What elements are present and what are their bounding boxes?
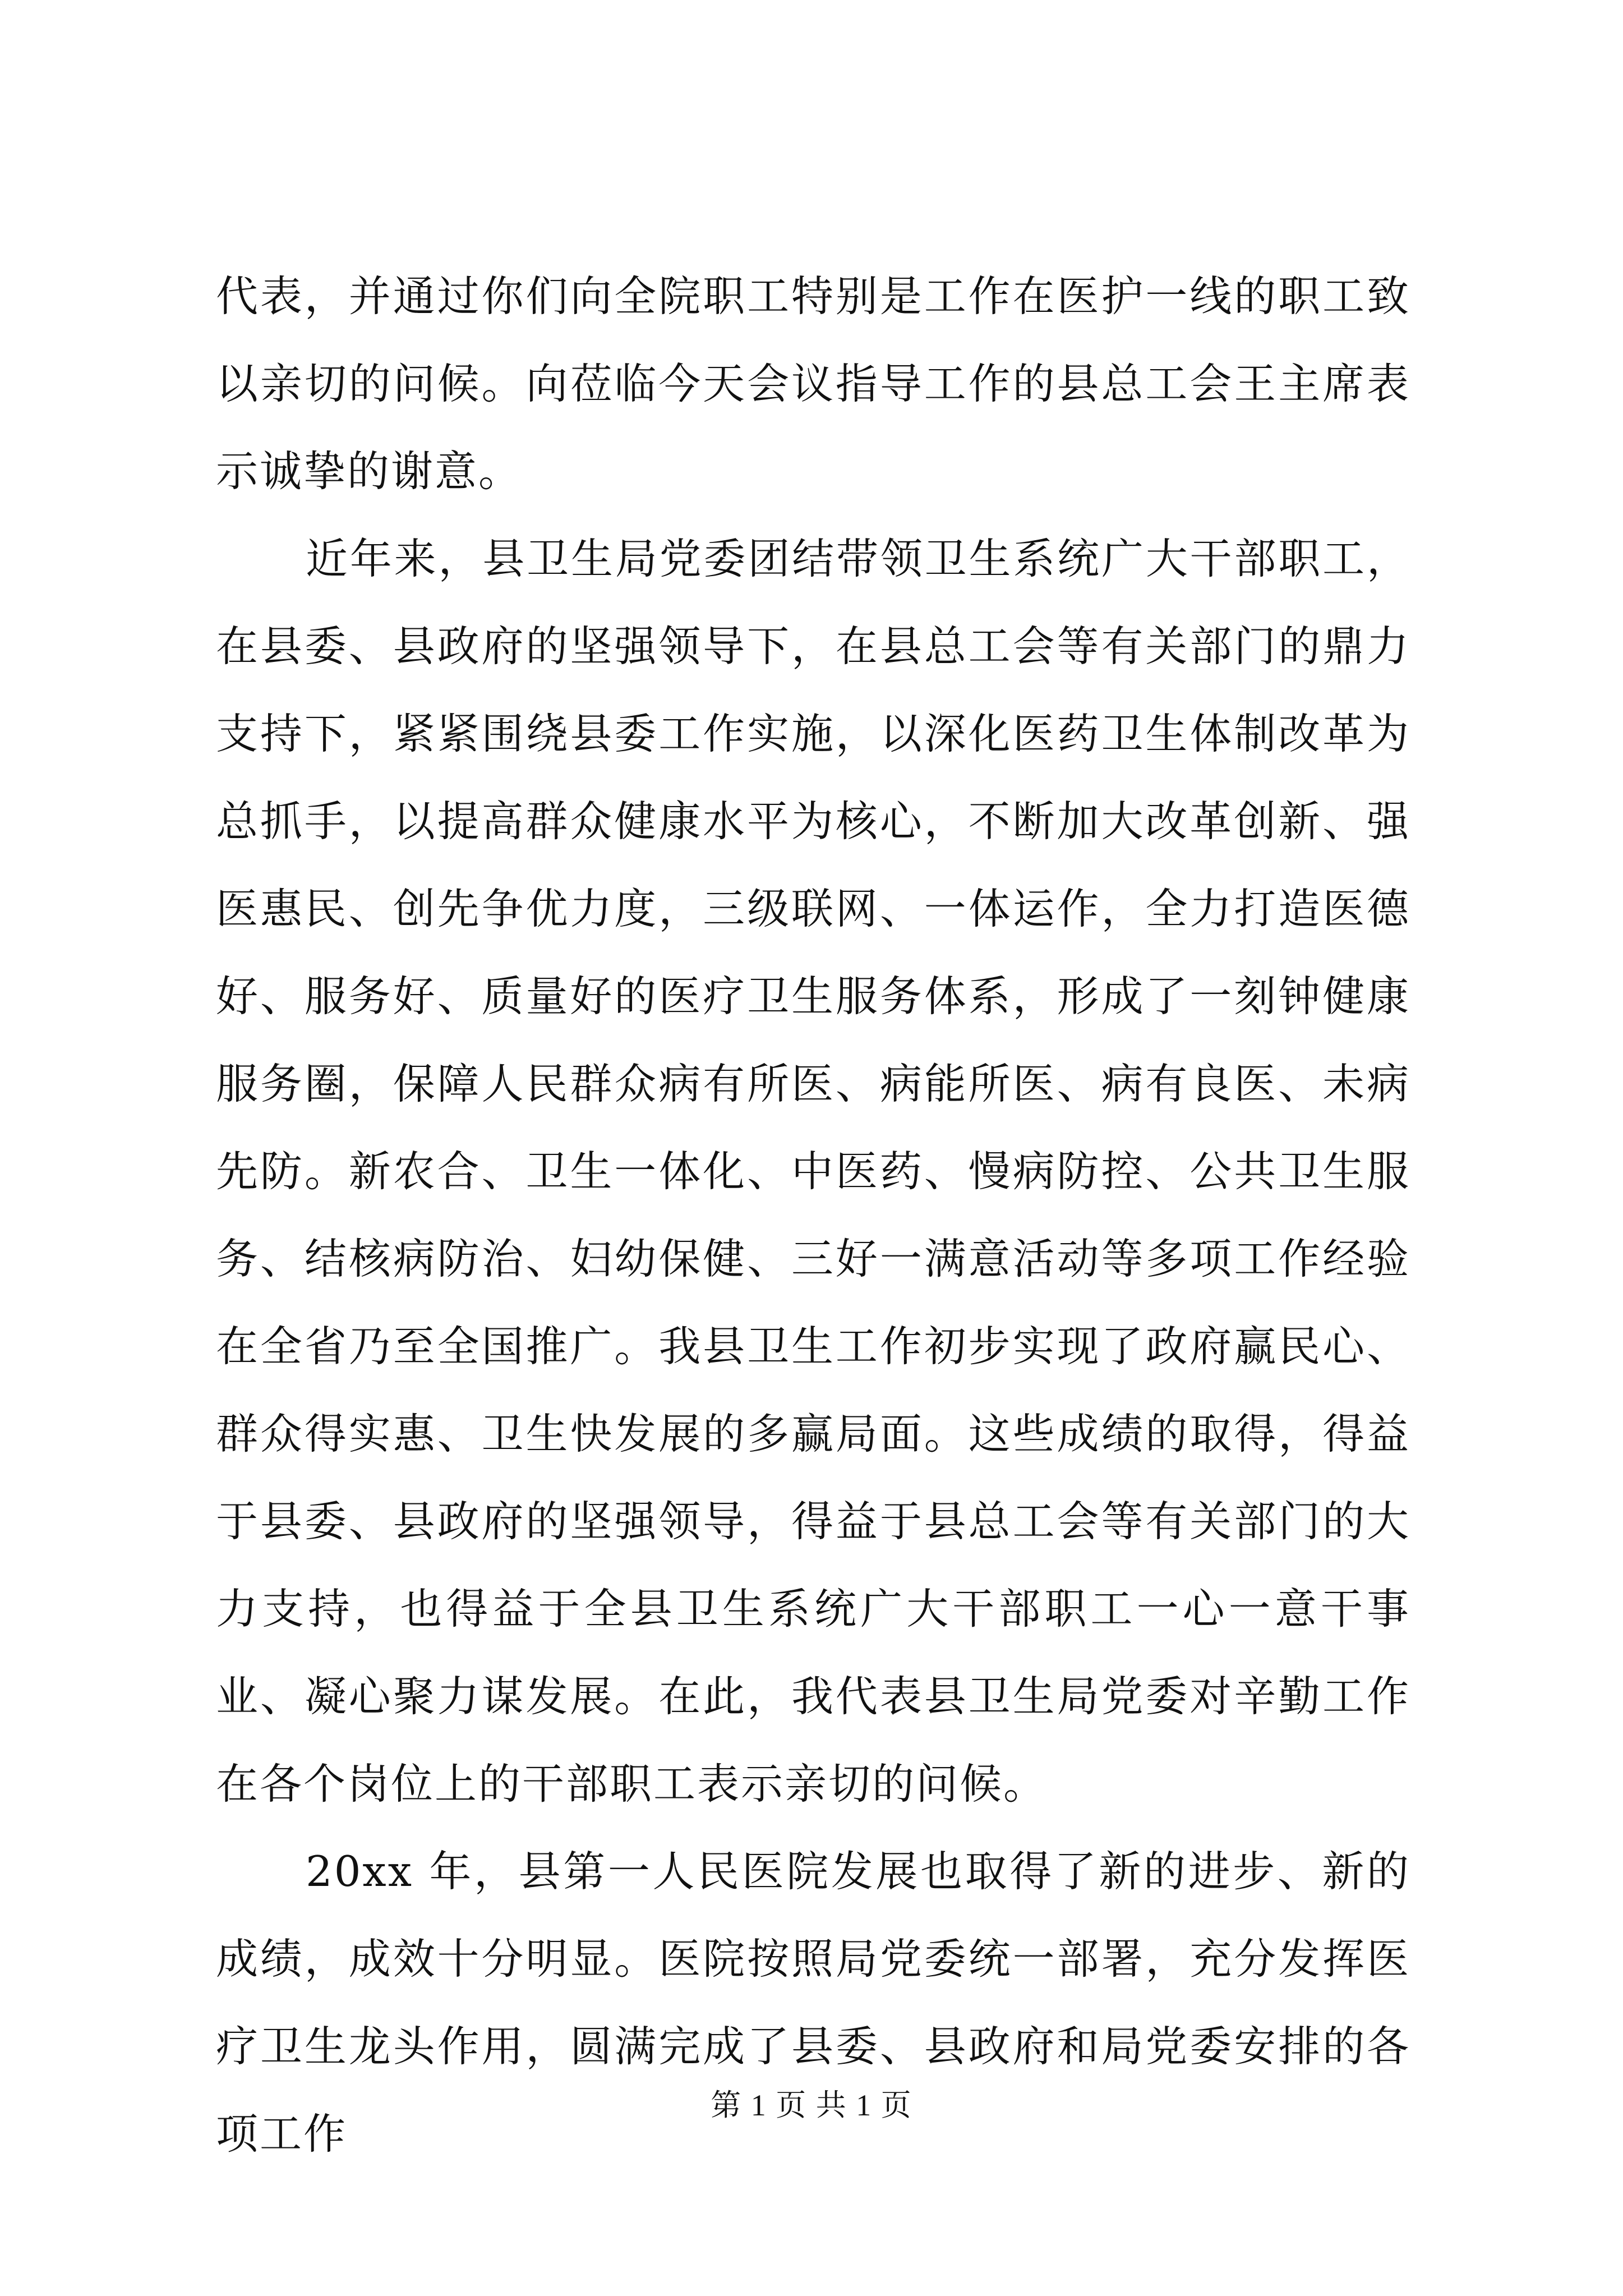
- page-footer: 第 1 页 共 1 页: [711, 2088, 912, 2122]
- paragraph-1: 代表，并通过你们向全院职工特别是工作在医护一线的职工致以亲切的问候。向莅临今天会议指导工作的县总工会王主席表示诚挚的谢意。: [216, 272, 1410, 496]
- document-body: [216, 252, 1410, 2178]
- paragraph-3: 20xx 年，县第一人民医院发展也取得了新的进步、新的成绩，成效十分明显。医院按照局党委统一部署，充分发挥医疗卫生龙头作用，圆满完成了县委、县政府和局党委安排的各项工作: [216, 1847, 1410, 2159]
- paragraph-2: 近年来，县卫生局党委团结带领卫生系统广大干部职工，在县委、县政府的坚强领导下，在县总工会等有关部门的鼎力支持下，紧紧围绕县委工作实施，以深化医药卫生体制改革为总抓手，以提高群众健康水平为核心，不断加大改革创新、强医惠民、创先争优力度，三级联网、一体运作，全力打造医德好、服务好、质量好的医疗卫生服务体系，形成了一刻钟健康服务圈，保障人民群众病有所医、病能所医、病有良医、未病先防。新农合、卫生一体化、中医药、慢病防控、公共卫生服务、结核病防治、妇幼保健、三好一满意活动等多项工作经验在全省乃至全国推广。我县卫生工作初步实现了政府赢民心、群众得实惠、卫生快发展的多赢局面。这些成绩的取得，得益于县委、县政府的坚强领导，得益于县总工会等有关部门的大力支持，也得益于全县卫生系统广大干部职工一心一意干事业、凝心聚力谋发展。在此，我代表县卫生局党委对辛勤工作在各个岗位上的干部职工表示亲切的问候。: [216, 534, 1410, 1809]
